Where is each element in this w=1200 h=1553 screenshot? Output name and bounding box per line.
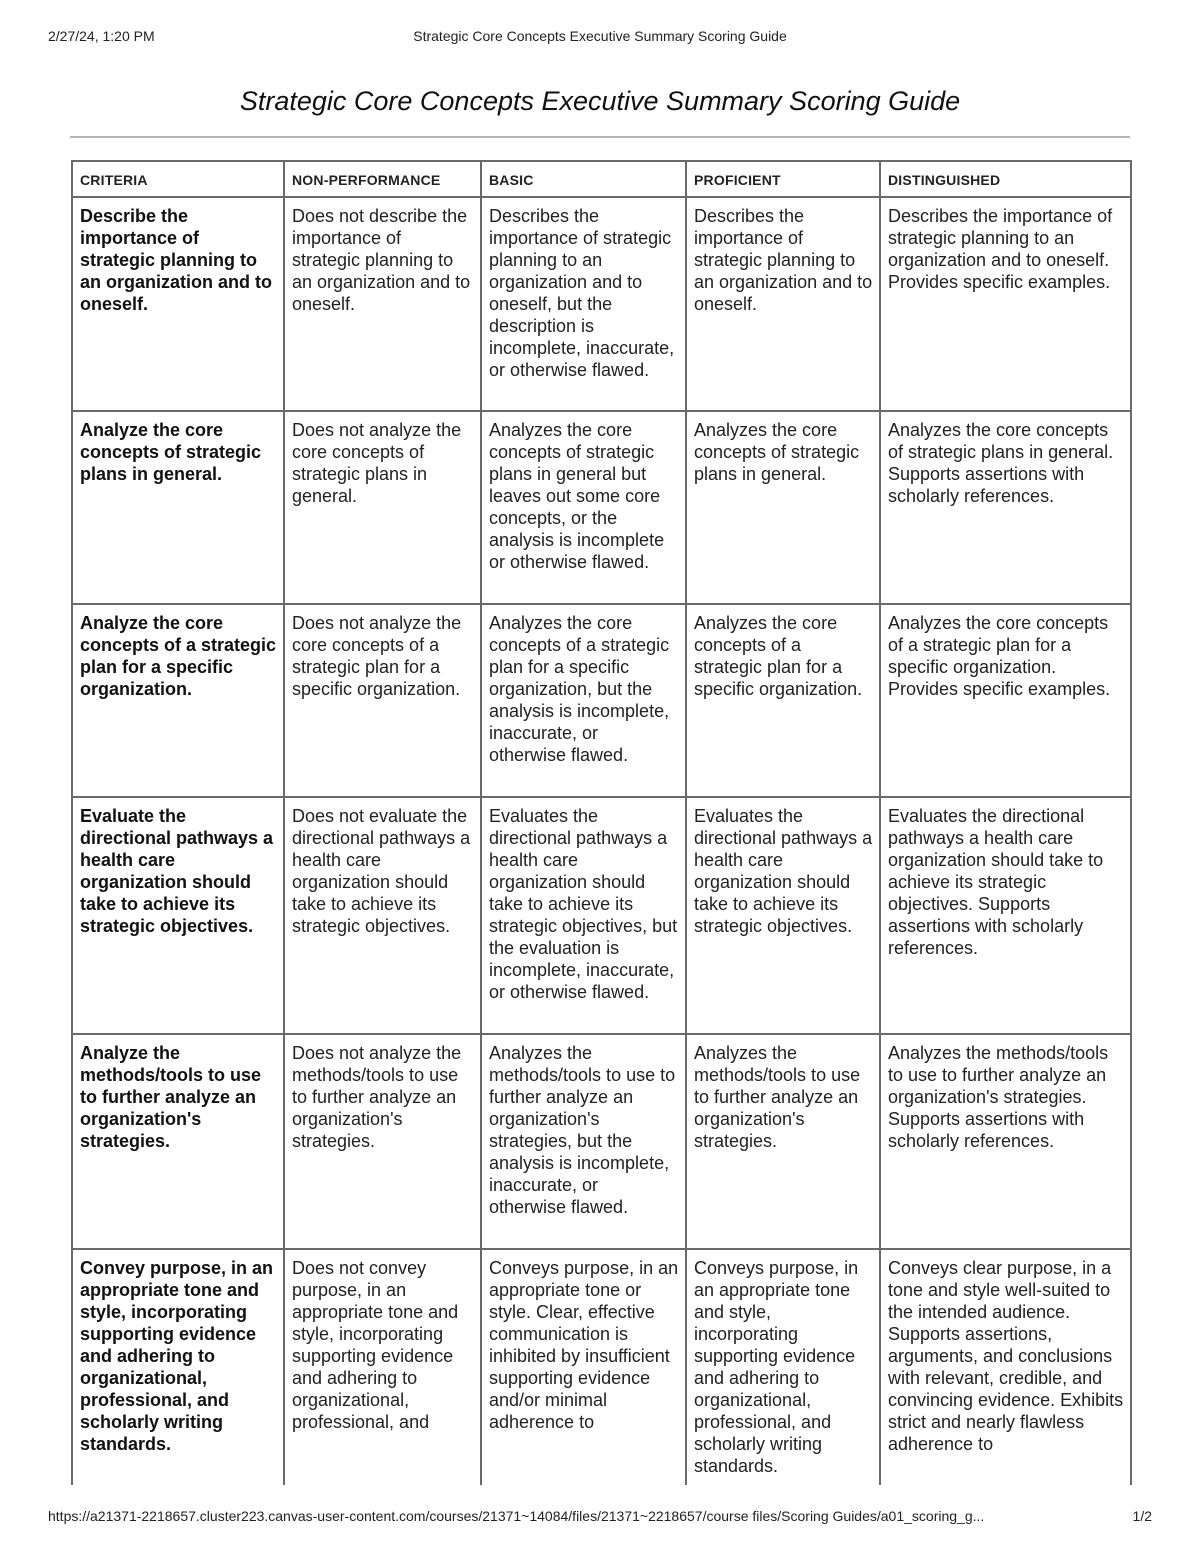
column-header-criteria: CRITERIA <box>72 161 284 197</box>
title-divider <box>70 136 1130 138</box>
criteria-cell: Convey purpose, in an appropriate tone and style, incorporating supporting evidence and adhering to organizational, professional, and scholarly writing standards. <box>72 1249 284 1485</box>
column-header-proficient: PROFICIENT <box>686 161 880 197</box>
proficient-cell: Evaluates the directional pathways a health care organization should take to achieve its strategic objectives. <box>686 797 880 1034</box>
criteria-cell: Analyze the core concepts of strategic plans in general. <box>72 411 284 604</box>
non-performance-cell: Does not evaluate the directional pathways a health care organization should take to achieve its strategic objectives. <box>284 797 481 1034</box>
distinguished-cell: Conveys clear purpose, in a tone and style well-suited to the intended audience. Supports assertions, arguments, and conclusions with relevant, credible, and convincing evidence. Exhibits strict and nearly flawless adherence to <box>880 1249 1131 1485</box>
basic-cell: Describes the importance of strategic planning to an organization and to oneself, but the description is incomplete, inaccurate, or otherwise flawed. <box>481 197 686 411</box>
non-performance-cell: Does not analyze the core concepts of a strategic plan for a specific organization. <box>284 604 481 797</box>
column-header-non-performance: NON-PERFORMANCE <box>284 161 481 197</box>
print-doc-title: Strategic Core Concepts Executive Summary Scoring Guide <box>413 28 787 44</box>
non-performance-cell: Does not analyze the methods/tools to use to further analyze an organization's strategies. <box>284 1034 481 1249</box>
print-datetime: 2/27/24, 1:20 PM <box>48 28 155 44</box>
proficient-cell: Conveys purpose, in an appropriate tone and style, incorporating supporting evidence and adhering to organizational, professional, and scholarly writing standards. <box>686 1249 880 1485</box>
basic-cell: Analyzes the core concepts of a strategic plan for a specific organization, but the analysis is incomplete, inaccurate, or otherwise flawed. <box>481 604 686 797</box>
column-header-basic: BASIC <box>481 161 686 197</box>
basic-cell: Evaluates the directional pathways a health care organization should take to achieve its strategic objectives, but the evaluation is incomplete, inaccurate, or otherwise flawed. <box>481 797 686 1034</box>
distinguished-cell: Describes the importance of strategic planning to an organization and to oneself. Provides specific examples. <box>880 197 1131 411</box>
distinguished-cell: Evaluates the directional pathways a health care organization should take to achieve its strategic objectives. Supports assertions with scholarly references. <box>880 797 1131 1034</box>
page-number: 1/2 <box>1132 1508 1152 1524</box>
criteria-cell: Describe the importance of strategic planning to an organization and to oneself. <box>72 197 284 411</box>
non-performance-cell: Does not convey purpose, in an appropriate tone and style, incorporating supporting evidence and adhering to organizational, professional, and <box>284 1249 481 1485</box>
table-header-row <box>72 161 1131 197</box>
criteria-cell: Analyze the core concepts of a strategic plan for a specific organization. <box>72 604 284 797</box>
distinguished-cell: Analyzes the methods/tools to use to further analyze an organization's strategies. Supports assertions with scholarly references. <box>880 1034 1131 1249</box>
table-row <box>72 797 1131 1034</box>
scoring-guide-table <box>71 160 1132 1485</box>
table-row <box>72 1034 1131 1249</box>
distinguished-cell: Analyzes the core concepts of strategic plans in general. Supports assertions with scholarly references. <box>880 411 1131 604</box>
table-row <box>72 197 1131 411</box>
basic-cell: Analyzes the core concepts of strategic plans in general but leaves out some core concepts, or the analysis is incomplete or otherwise flawed. <box>481 411 686 604</box>
non-performance-cell: Does not analyze the core concepts of strategic plans in general. <box>284 411 481 604</box>
print-header <box>48 28 1152 48</box>
source-url: https://a21371-2218657.cluster223.canvas-user-content.com/courses/21371~14084/files/21371~2218657/course files/Scoring Guides/a01_scoring_g... <box>48 1508 985 1524</box>
criteria-cell: Analyze the methods/tools to use to further analyze an organization's strategies. <box>72 1034 284 1249</box>
table-row <box>72 411 1131 604</box>
proficient-cell: Analyzes the methods/tools to use to further analyze an organization's strategies. <box>686 1034 880 1249</box>
basic-cell: Conveys purpose, in an appropriate tone or style. Clear, effective communication is inhibited by insufficient supporting evidence and/or minimal adherence to <box>481 1249 686 1485</box>
page-title: Strategic Core Concepts Executive Summary Scoring Guide <box>239 86 961 116</box>
table-row <box>72 604 1131 797</box>
proficient-cell: Describes the importance of strategic planning to an organization and to oneself. <box>686 197 880 411</box>
column-header-distinguished: DISTINGUISHED <box>880 161 1131 197</box>
proficient-cell: Analyzes the core concepts of a strategic plan for a specific organization. <box>686 604 880 797</box>
basic-cell: Analyzes the methods/tools to use to further analyze an organization's strategies, but the analysis is incomplete, inaccurate, or otherwise flawed. <box>481 1034 686 1249</box>
proficient-cell: Analyzes the core concepts of strategic plans in general. <box>686 411 880 604</box>
criteria-cell: Evaluate the directional pathways a health care organization should take to achieve its strategic objectives. <box>72 797 284 1034</box>
distinguished-cell: Analyzes the core concepts of a strategic plan for a specific organization. Provides specific examples. <box>880 604 1131 797</box>
table-row <box>72 1249 1131 1485</box>
non-performance-cell: Does not describe the importance of strategic planning to an organization and to oneself. <box>284 197 481 411</box>
